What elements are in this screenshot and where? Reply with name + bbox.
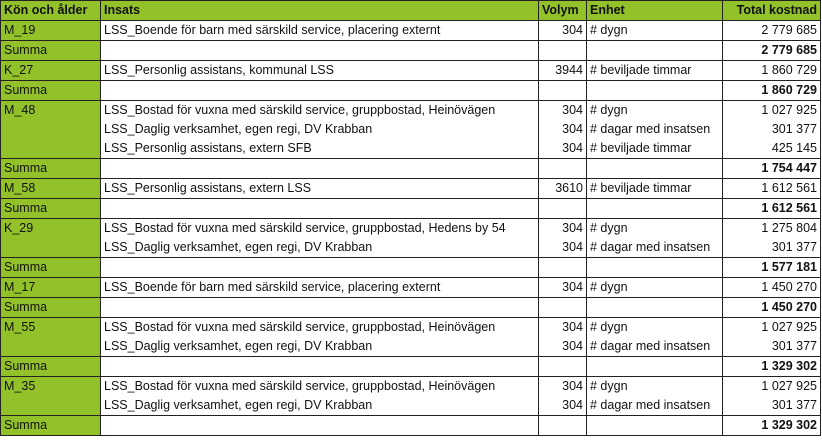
summa-label-cell[interactable]: Summa xyxy=(1,159,101,179)
header-total-kostnad[interactable]: Total kostnad xyxy=(723,1,821,21)
enhet-cell[interactable]: # dygn xyxy=(587,101,723,121)
summa-total-cell[interactable]: 1 329 302 xyxy=(723,357,821,377)
summa-label-cell[interactable]: Summa xyxy=(1,41,101,61)
empty-cell[interactable] xyxy=(101,416,539,436)
group-key-cell[interactable]: M_19 xyxy=(1,21,101,41)
volym-cell[interactable]: 304 xyxy=(539,120,587,139)
empty-cell[interactable] xyxy=(587,298,723,318)
kostnad-cell[interactable]: 301 377 xyxy=(723,396,821,416)
empty-cell[interactable] xyxy=(101,258,539,278)
insats-cell[interactable]: LSS_Daglig verksamhet, egen regi, DV Krabban xyxy=(101,396,539,416)
header-kon-och-alder[interactable]: Kön och ålder xyxy=(1,1,101,21)
table-row xyxy=(1,139,821,159)
volym-cell[interactable]: 304 xyxy=(539,238,587,258)
empty-cell[interactable] xyxy=(101,81,539,101)
enhet-cell[interactable]: # dagar med insatsen xyxy=(587,396,723,416)
volym-cell[interactable]: 304 xyxy=(539,396,587,416)
kostnad-cell[interactable]: 1 450 270 xyxy=(723,278,821,298)
enhet-cell[interactable]: # dagar med insatsen xyxy=(587,120,723,139)
summa-label-cell[interactable]: Summa xyxy=(1,416,101,436)
header-insats[interactable]: Insats xyxy=(101,1,539,21)
empty-cell[interactable] xyxy=(101,159,539,179)
empty-cell[interactable] xyxy=(539,199,587,219)
empty-cell[interactable] xyxy=(587,41,723,61)
summa-row xyxy=(1,298,821,318)
volym-cell[interactable]: 304 xyxy=(539,139,587,159)
enhet-cell[interactable]: # dagar med insatsen xyxy=(587,337,723,357)
summa-label-cell[interactable]: Summa xyxy=(1,357,101,377)
summa-label-cell[interactable]: Summa xyxy=(1,81,101,101)
empty-cell[interactable] xyxy=(587,199,723,219)
summa-row xyxy=(1,357,821,377)
empty-cell[interactable] xyxy=(587,159,723,179)
insats-cell[interactable]: LSS_Bostad för vuxna med särskild service, gruppbostad, Heinövägen xyxy=(101,318,539,338)
enhet-cell[interactable]: # beviljade timmar xyxy=(587,61,723,81)
insats-cell[interactable]: LSS_Bostad för vuxna med särskild service, gruppbostad, Heinövägen xyxy=(101,377,539,397)
header-row xyxy=(1,1,821,21)
group-key-cell[interactable]: M_17 xyxy=(1,278,101,298)
enhet-cell[interactable]: # beviljade timmar xyxy=(587,179,723,199)
table-row xyxy=(1,278,821,298)
table-row xyxy=(1,179,821,199)
summa-total-cell[interactable]: 1 329 302 xyxy=(723,416,821,436)
group-key-cell[interactable]: M_58 xyxy=(1,179,101,199)
empty-cell[interactable] xyxy=(587,416,723,436)
kostnad-cell[interactable]: 2 779 685 xyxy=(723,21,821,41)
summa-label-cell[interactable]: Summa xyxy=(1,258,101,278)
summa-total-cell[interactable]: 1 860 729 xyxy=(723,81,821,101)
enhet-cell[interactable]: # beviljade timmar xyxy=(587,139,723,159)
kostnad-cell[interactable]: 1 860 729 xyxy=(723,61,821,81)
table-row xyxy=(1,21,821,41)
empty-cell[interactable] xyxy=(101,357,539,377)
empty-cell[interactable] xyxy=(539,41,587,61)
empty-cell[interactable] xyxy=(539,81,587,101)
summa-total-cell[interactable]: 1 577 181 xyxy=(723,258,821,278)
summa-row xyxy=(1,199,821,219)
kostnad-cell[interactable]: 1 027 925 xyxy=(723,101,821,121)
insats-cell[interactable]: LSS_Bostad för vuxna med särskild service, gruppbostad, Heinövägen xyxy=(101,101,539,121)
summa-row xyxy=(1,159,821,179)
table-row xyxy=(1,61,821,81)
insats-cell[interactable]: LSS_Personlig assistans, kommunal LSS xyxy=(101,61,539,81)
group-key-cell[interactable]: K_27 xyxy=(1,61,101,81)
enhet-cell[interactable]: # dagar med insatsen xyxy=(587,238,723,258)
empty-cell[interactable] xyxy=(587,258,723,278)
insats-cell[interactable]: LSS_Daglig verksamhet, egen regi, DV Krabban xyxy=(101,120,539,139)
volym-cell[interactable]: 304 xyxy=(539,377,587,397)
kostnad-cell[interactable]: 1 275 804 xyxy=(723,219,821,239)
kostnad-cell[interactable]: 1 027 925 xyxy=(723,318,821,338)
kostnad-cell[interactable]: 425 145 xyxy=(723,139,821,159)
summa-label-cell[interactable]: Summa xyxy=(1,199,101,219)
group-key-cell[interactable]: M_35 xyxy=(1,377,101,416)
volym-cell[interactable]: 304 xyxy=(539,318,587,338)
insats-cell[interactable]: LSS_Boende för barn med särskild service, placering externt xyxy=(101,278,539,298)
empty-cell[interactable] xyxy=(539,416,587,436)
empty-cell[interactable] xyxy=(539,357,587,377)
summa-label-cell[interactable]: Summa xyxy=(1,298,101,318)
group-key-cell[interactable]: K_29 xyxy=(1,219,101,258)
volym-cell[interactable]: 3944 xyxy=(539,61,587,81)
enhet-cell[interactable]: # dygn xyxy=(587,377,723,397)
summa-total-cell[interactable]: 1 612 561 xyxy=(723,199,821,219)
enhet-cell[interactable]: # dygn xyxy=(587,278,723,298)
table-row xyxy=(1,318,821,338)
enhet-cell[interactable]: # dygn xyxy=(587,219,723,239)
enhet-cell[interactable]: # dygn xyxy=(587,318,723,338)
empty-cell[interactable] xyxy=(539,159,587,179)
empty-cell[interactable] xyxy=(101,199,539,219)
insats-cell[interactable]: LSS_Boende för barn med särskild service, placering externt xyxy=(101,21,539,41)
header-volym[interactable]: Volym xyxy=(539,1,587,21)
empty-cell[interactable] xyxy=(101,41,539,61)
table-row xyxy=(1,238,821,258)
volym-cell[interactable]: 304 xyxy=(539,21,587,41)
group-key-cell[interactable]: M_55 xyxy=(1,318,101,357)
kostnad-cell[interactable]: 1 027 925 xyxy=(723,377,821,397)
insats-cell[interactable]: LSS_Personlig assistans, extern SFB xyxy=(101,139,539,159)
table-row xyxy=(1,337,821,357)
insats-cell[interactable]: LSS_Daglig verksamhet, egen regi, DV Krabban xyxy=(101,337,539,357)
table-row xyxy=(1,377,821,397)
table-row xyxy=(1,219,821,239)
summa-row xyxy=(1,81,821,101)
volym-cell[interactable]: 3610 xyxy=(539,179,587,199)
kostnad-cell[interactable]: 301 377 xyxy=(723,238,821,258)
summa-total-cell[interactable]: 1 754 447 xyxy=(723,159,821,179)
empty-cell[interactable] xyxy=(539,258,587,278)
volym-cell[interactable]: 304 xyxy=(539,278,587,298)
table-row xyxy=(1,101,821,121)
table-row xyxy=(1,120,821,139)
table-row xyxy=(1,396,821,416)
summa-row xyxy=(1,416,821,436)
table-body xyxy=(1,21,821,436)
header-enhet[interactable]: Enhet xyxy=(587,1,723,21)
volym-cell[interactable]: 304 xyxy=(539,101,587,121)
kostnad-cell[interactable]: 1 612 561 xyxy=(723,179,821,199)
summa-row xyxy=(1,41,821,61)
insats-cell[interactable]: LSS_Bostad för vuxna med särskild service, gruppbostad, Hedens by 54 xyxy=(101,219,539,239)
kostnad-cell[interactable]: 301 377 xyxy=(723,337,821,357)
insats-cell[interactable]: LSS_Personlig assistans, extern LSS xyxy=(101,179,539,199)
enhet-cell[interactable]: # dygn xyxy=(587,21,723,41)
summa-row xyxy=(1,258,821,278)
volym-cell[interactable]: 304 xyxy=(539,219,587,239)
empty-cell[interactable] xyxy=(539,298,587,318)
empty-cell[interactable] xyxy=(587,357,723,377)
insats-cell[interactable]: LSS_Daglig verksamhet, egen regi, DV Krabban xyxy=(101,238,539,258)
volym-cell[interactable]: 304 xyxy=(539,337,587,357)
summa-total-cell[interactable]: 2 779 685 xyxy=(723,41,821,61)
kostnad-cell[interactable]: 301 377 xyxy=(723,120,821,139)
empty-cell[interactable] xyxy=(587,81,723,101)
group-key-cell[interactable]: M_48 xyxy=(1,101,101,159)
empty-cell[interactable] xyxy=(101,298,539,318)
summa-total-cell[interactable]: 1 450 270 xyxy=(723,298,821,318)
